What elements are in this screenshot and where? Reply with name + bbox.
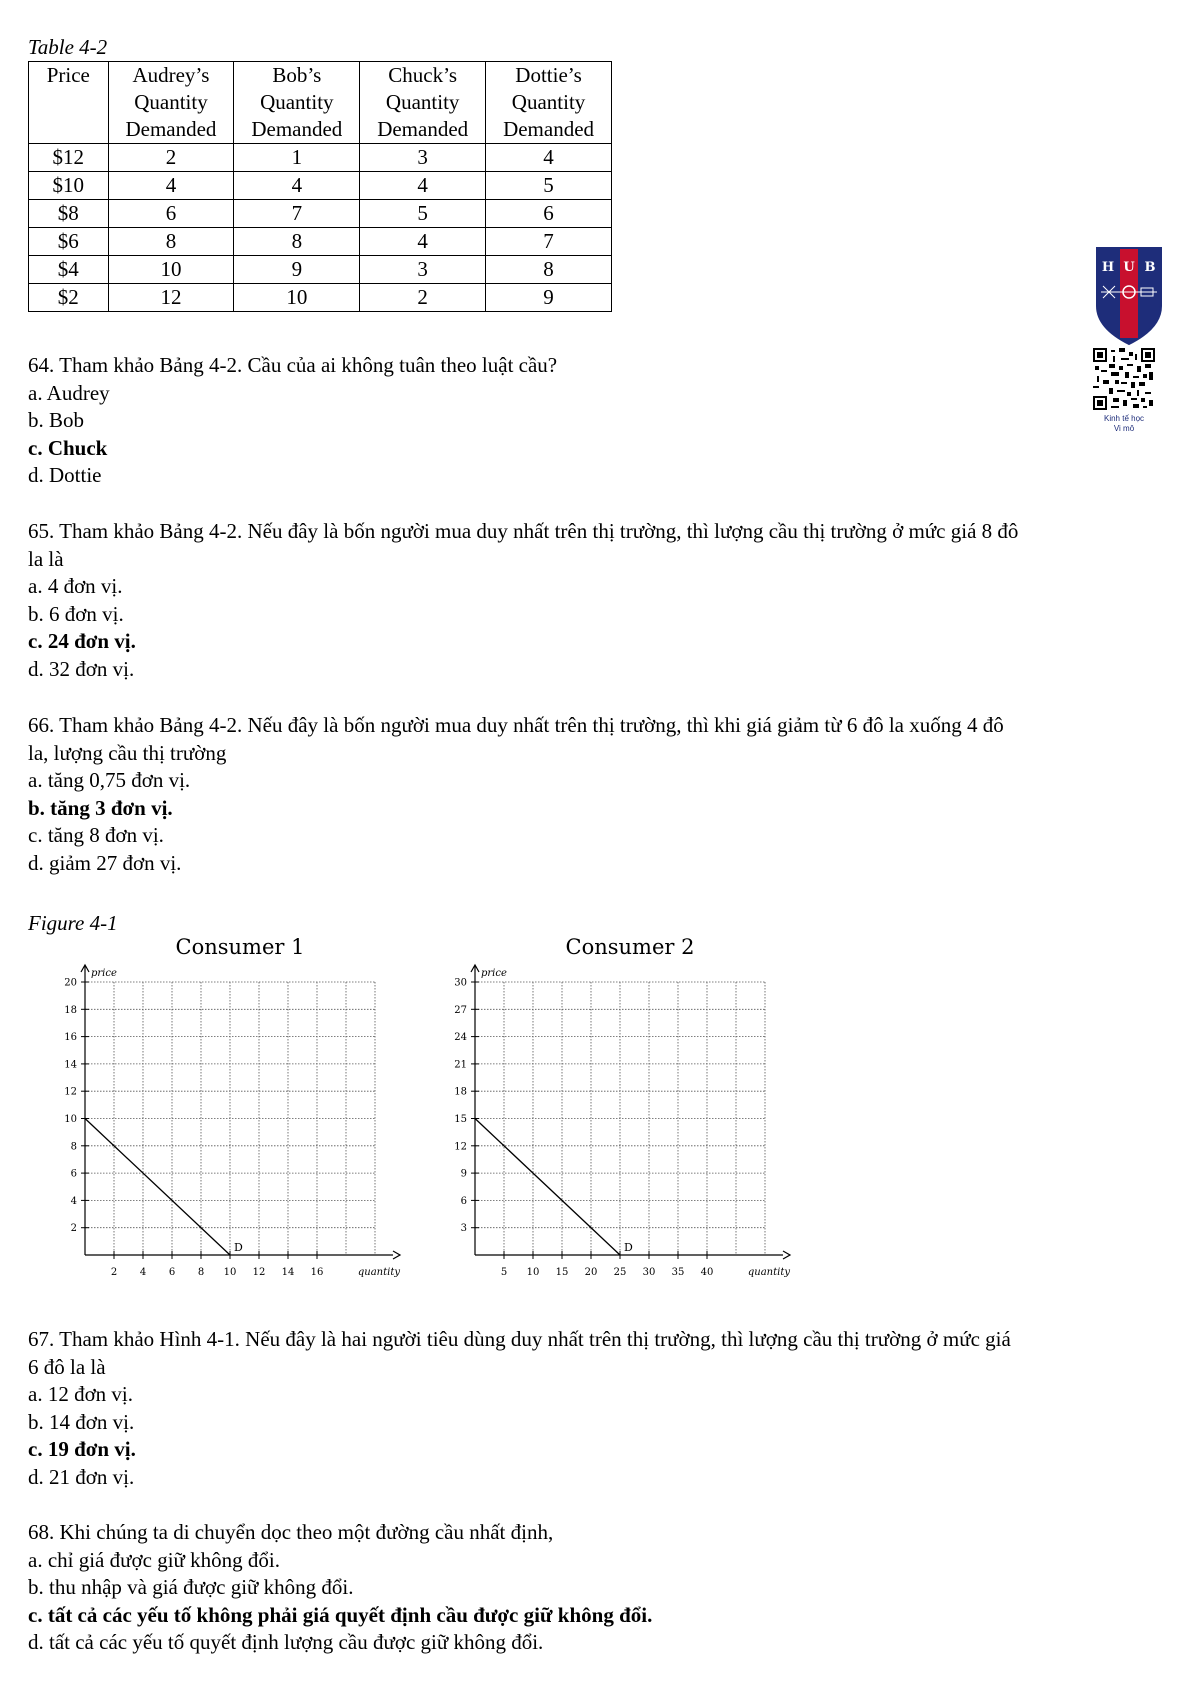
table-cell: 4 (360, 172, 486, 200)
table-cell: 7 (234, 200, 360, 228)
table-cell: $10 (29, 172, 109, 200)
y-tick-label: 21 (454, 1059, 467, 1071)
x-tick-label: 10 (223, 1267, 237, 1278)
table-cell: $2 (29, 284, 109, 312)
x-tick-label: 15 (555, 1267, 569, 1278)
table-row (29, 228, 612, 256)
x-axis-arrow-icon (783, 1251, 790, 1259)
option-d: d. tất cả các yếu tố quyết định lượng cầu được giữ không đổi. (28, 1630, 544, 1654)
table-cell: 8 (108, 228, 234, 256)
option-d: d. 21 đơn vị. (28, 1464, 135, 1489)
y-tick-label: 15 (454, 1114, 467, 1125)
table-header-bob: Bob’s Quantity Demanded (234, 62, 360, 144)
x-tick-label: 6 (168, 1267, 176, 1278)
table-cell: 10 (108, 256, 234, 284)
table-cell: $6 (29, 228, 109, 256)
question-stem-line1: 67. Tham khảo Hình 4-1. Nếu đây là hai người tiêu dùng duy nhất trên thị trường, thì lượng cầu thị trường ở mức giá (28, 1327, 1011, 1351)
option-a: a. chỉ giá được giữ không đổi. (28, 1547, 280, 1572)
x-tick-label: 14 (281, 1267, 295, 1278)
logo-letter-b: B (1144, 260, 1156, 275)
question-stem: 68. Khi chúng ta di chuyển dọc theo một đường cầu nhất định, (28, 1520, 554, 1544)
y-tick-label: 2 (70, 1223, 77, 1235)
x-tick-label: 10 (526, 1267, 540, 1278)
y-tick-label: 14 (64, 1059, 77, 1071)
x-tick-label: 20 (584, 1267, 598, 1278)
table-row (29, 256, 612, 284)
table-cell: 10 (234, 284, 360, 312)
hub-shield-icon (1093, 244, 1165, 346)
logo-letter-u: U (1123, 260, 1135, 275)
table-cell: 8 (234, 228, 360, 256)
table-cell: 7 (486, 228, 612, 256)
table-cell: $4 (29, 256, 109, 284)
demand-curve-label: D (624, 1241, 633, 1254)
option-b: b. 6 đơn vị. (28, 601, 124, 626)
table-cell: 5 (486, 172, 612, 200)
logo-caption-line1: Kinh tế học (1103, 414, 1145, 423)
chart-title: Consumer 1 (175, 935, 305, 959)
qr-code (1093, 348, 1155, 410)
table-caption: Table 4-2 (28, 35, 108, 59)
y-tick-label: 3 (460, 1223, 467, 1235)
x-tick-label: 16 (310, 1267, 324, 1278)
question-66 (28, 712, 1004, 877)
question-stem-line2: la là (28, 546, 64, 571)
option-d: d. giảm 27 đơn vị. (28, 850, 182, 875)
x-tick-label: 5 (500, 1267, 508, 1278)
question-65 (28, 518, 1018, 683)
table-cell: $8 (29, 200, 109, 228)
x-axis-label: quantity (357, 1267, 400, 1278)
y-tick-label: 27 (454, 1004, 467, 1016)
demand-curve-line (85, 1119, 230, 1256)
y-tick-label: 20 (64, 977, 77, 989)
y-tick-label: 6 (70, 1168, 77, 1180)
table-cell: 8 (486, 256, 612, 284)
table-header-price: Price (29, 62, 109, 144)
question-stem-line2: 6 đô la là (28, 1354, 106, 1379)
x-tick-label: 35 (671, 1267, 685, 1278)
option-c-answer: c. 24 đơn vị. (28, 629, 136, 653)
table-cell: 9 (486, 284, 612, 312)
question-stem-line1: 66. Tham khảo Bảng 4-2. Nếu đây là bốn người mua duy nhất trên thị trường, thì khi giá giảm từ 6 đô la xuống 4 đô (28, 713, 1004, 737)
table-header-chuck: Chuck’s Quantity Demanded (360, 62, 486, 144)
table-cell: 3 (360, 144, 486, 172)
table-row (29, 144, 612, 172)
y-tick-label: 8 (70, 1141, 77, 1153)
table-cell: 2 (360, 284, 486, 312)
demand-curve-line (475, 1119, 620, 1256)
option-c-answer: c. Chuck (28, 435, 108, 460)
x-tick-label: 30 (642, 1267, 656, 1278)
table-header-audrey: Audrey’s Quantity Demanded (108, 62, 234, 144)
chart-consumer-1 (40, 932, 410, 1302)
y-tick-label: 12 (454, 1141, 467, 1153)
table-cell: 12 (108, 284, 234, 312)
y-tick-label: 18 (454, 1086, 467, 1098)
y-tick-label: 10 (64, 1114, 77, 1125)
table-cell: 2 (108, 144, 234, 172)
x-tick-label: 4 (139, 1267, 147, 1278)
table-cell: 4 (108, 172, 234, 200)
y-tick-label: 24 (454, 1032, 467, 1044)
option-b: b. Bob (28, 408, 85, 432)
x-tick-label: 12 (252, 1267, 266, 1278)
table-cell: 4 (234, 172, 360, 200)
table-cell: $12 (29, 144, 109, 172)
y-tick-label: 16 (64, 1032, 77, 1044)
option-d: d. Dottie (28, 463, 102, 487)
table-header-dottie: Dottie’s Quantity Demanded (486, 62, 612, 144)
question-64 (28, 352, 557, 490)
x-axis-arrow-icon (393, 1251, 400, 1259)
figure-caption: Figure 4-1 (28, 911, 118, 935)
question-stem-line1: 65. Tham khảo Bảng 4-2. Nếu đây là bốn người mua duy nhất trên thị trường, thì lượng cầu thị trường ở mức giá 8 đô (28, 519, 1019, 543)
demand-curve-label: D (234, 1241, 243, 1254)
x-tick-label: 8 (197, 1267, 205, 1278)
option-a: a. 4 đơn vị. (28, 574, 123, 598)
option-b: b. 14 đơn vị. (28, 1409, 135, 1434)
option-c-answer: c. 19 đơn vị. (28, 1437, 136, 1461)
table-cell: 6 (486, 200, 612, 228)
table-cell: 4 (486, 144, 612, 172)
logo-letter-h: H (1101, 260, 1115, 275)
logo-caption-line2: Vi mô (1113, 424, 1135, 433)
table-row (29, 284, 612, 312)
table-row (29, 200, 612, 228)
table-cell: 5 (360, 200, 486, 228)
table-cell: 1 (234, 144, 360, 172)
option-a: a. Audrey (28, 380, 110, 405)
y-tick-label: 4 (70, 1195, 77, 1207)
option-c-answer: c. tất cả các yếu tố không phải giá quyết định cầu được giữ không đổi. (28, 1602, 653, 1627)
table-cell: 9 (234, 256, 360, 284)
y-axis-label: price (91, 968, 117, 979)
chart-title: Consumer 2 (565, 935, 695, 959)
chart-consumer-2 (430, 932, 800, 1302)
table-row (29, 172, 612, 200)
y-tick-label: 12 (64, 1086, 77, 1098)
x-axis-label: quantity (747, 1267, 790, 1278)
question-stem: 64. Tham khảo Bảng 4-2. Cầu của ai không tuân theo luật cầu? (28, 353, 558, 377)
question-68 (28, 1519, 652, 1657)
table-header-row (29, 62, 612, 144)
logo-caption (1080, 414, 1168, 434)
y-tick-label: 6 (460, 1195, 467, 1207)
option-b-answer: b. tăng 3 đơn vị. (28, 795, 173, 820)
question-stem-line2: la, lượng cầu thị trường (28, 740, 227, 765)
hub-logo (1093, 244, 1165, 346)
y-tick-label: 9 (460, 1168, 467, 1180)
y-tick-label: 30 (454, 977, 467, 989)
option-a: a. 12 đơn vị. (28, 1382, 134, 1406)
option-c: c. tăng 8 đơn vị. (28, 823, 164, 847)
x-tick-label: 40 (700, 1267, 714, 1278)
x-tick-label: 2 (110, 1267, 118, 1278)
option-d: d. 32 đơn vị. (28, 656, 135, 681)
option-a: a. tăng 0,75 đơn vị. (28, 768, 191, 792)
y-axis-label: price (481, 968, 507, 979)
table-cell: 6 (108, 200, 234, 228)
question-67 (28, 1326, 1011, 1491)
table-cell: 4 (360, 228, 486, 256)
option-b: b. thu nhập và giá được giữ không đổi. (28, 1575, 354, 1599)
demand-table (28, 61, 612, 312)
x-tick-label: 25 (613, 1267, 627, 1278)
qr-code-icon (1093, 348, 1155, 410)
y-tick-label: 18 (64, 1004, 77, 1016)
table-cell: 3 (360, 256, 486, 284)
